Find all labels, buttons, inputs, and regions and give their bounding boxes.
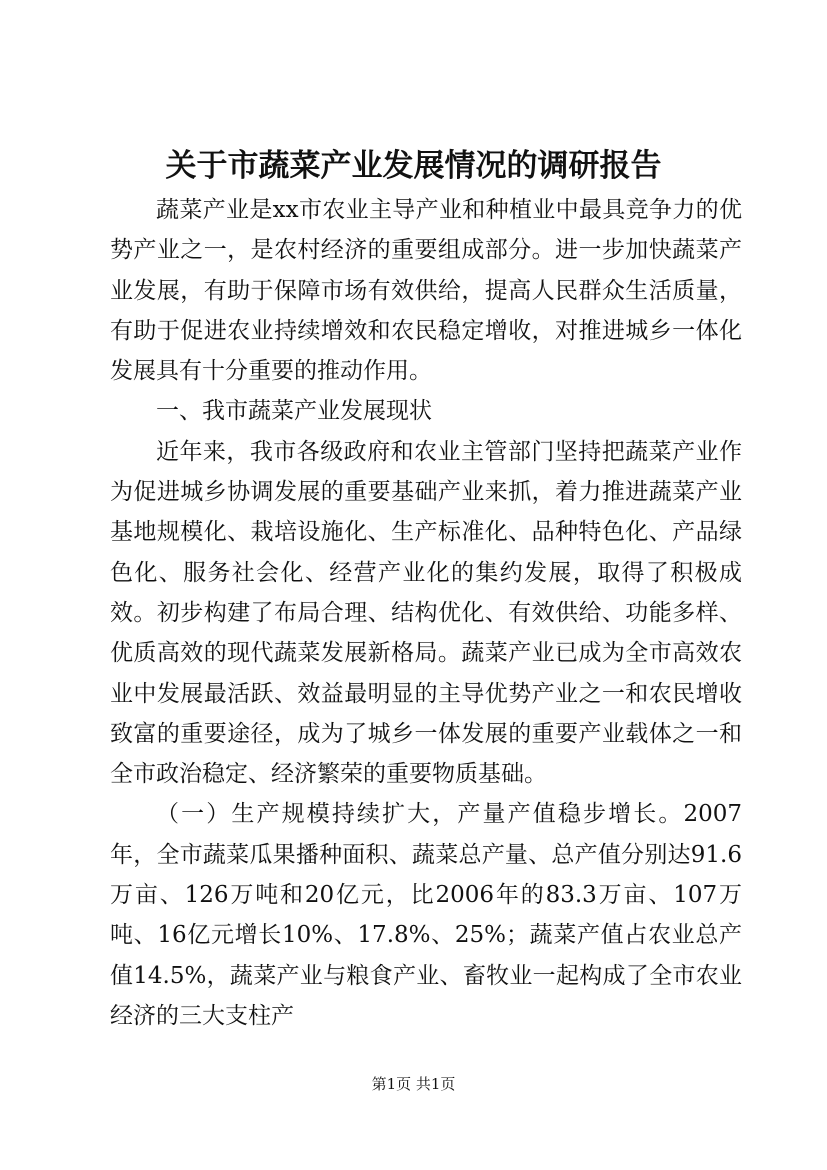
section-heading-current-status: 一、我市蔬菜产业发展现状: [156, 398, 432, 425]
paragraph-production-scale: （一）生产规模持续扩大，产量产值稳步增长。2007年，全市蔬菜瓜果播种面积、蔬菜总产量、总产值分别达91.6万亩、126万吨和20亿元，比2006年的83.3万亩、107万吨、16亿元增长10%、17.8%、25%；蔬菜产值占农业总产值14.5%，蔬菜产业与粮食产业、畜牧业一起构成了全市农业经济的三大支柱产: [110, 801, 742, 1029]
paragraph-recent-years: 近年来，我市各级政府和农业主管部门坚持把蔬菜产业作为促进城乡协调发展的重要基础产业来抓，着力推进蔬菜产业基地规模化、栽培设施化、生产标准化、品种特色化、产品绿色化、服务社会化、经营产业化的集约发展，取得了积极成效。初步构建了布局合理、结构优化、有效供给、功能多样、优质高效的现代蔬菜发展新格局。蔬菜产业已成为全市高效农业中发展最活跃、效益最明显的主导优势产业之一和农民增收致富的重要途径，成为了城乡一体发展的重要产业载体之一和全市政治稳定、经济繁荣的重要物质基础。: [110, 438, 742, 788]
document-title: 关于市蔬菜产业发展情况的调研报告: [165, 148, 662, 184]
document-body: [110, 190, 742, 1036]
paragraph-intro: 蔬菜产业是xx市农业主导产业和种植业中最具竞争力的优势产业之一，是农村经济的重要组成部分。进一步加快蔬菜产业发展，有助于保障市场有效供给，提高人民群众生活质量，有助于促进农业持续增效和农民稳定增收，对推进城乡一体化发展具有十分重要的推动作用。: [110, 197, 742, 385]
page-number-footer: 第1页 共1页: [371, 1075, 456, 1093]
